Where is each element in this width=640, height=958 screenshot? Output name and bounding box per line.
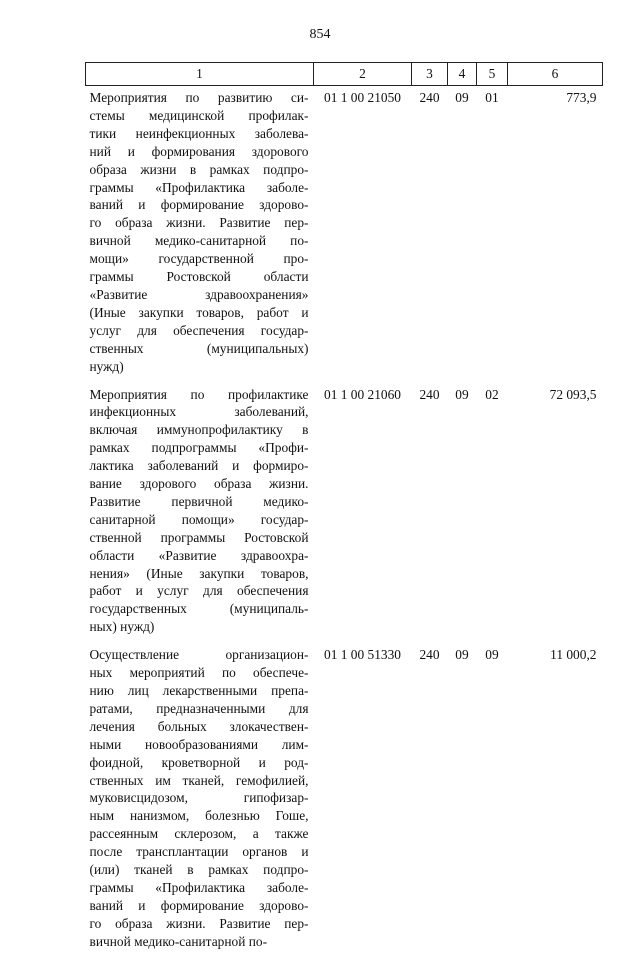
expense-type: 240 — [419, 386, 440, 402]
subsection-code: 02 — [485, 386, 499, 402]
description-line: после трансплантации органов и — [89, 844, 309, 860]
description-line: го образа жизни. Развитие пер- — [89, 215, 309, 231]
table-row — [86, 383, 603, 644]
amount-value: 773,9 — [566, 90, 597, 105]
table-body — [86, 86, 603, 958]
description-line: мощи» государственной про- — [89, 251, 309, 267]
description-line: лактика заболеваний и формиро- — [89, 458, 309, 474]
column-header: 1 — [86, 63, 314, 86]
section-code: 09 — [455, 386, 469, 402]
column-header: 6 — [508, 63, 603, 86]
description-line: ственных (муниципальных) — [89, 340, 309, 356]
budget-table — [85, 62, 603, 958]
target-article-code: 01 1 00 51330 — [324, 647, 401, 663]
description-line: образа жизни в рамках подпро- — [89, 161, 309, 177]
description-line: рамках подпрограммы «Профи- — [89, 440, 309, 456]
table-header-row — [86, 63, 603, 86]
target-article-code: 01 1 00 21050 — [324, 90, 401, 105]
description-line: Мероприятия по профилактике — [89, 386, 309, 402]
description-line: включая иммунопрофилактику в — [89, 422, 309, 438]
column-header: 5 — [477, 63, 508, 86]
amount-value: 72 093,5 — [549, 386, 597, 402]
description-line: нужд) — [89, 358, 124, 374]
description-line: работ и услуг для обеспечения — [89, 583, 309, 599]
description-line: ных мероприятий по обеспече- — [89, 665, 309, 681]
description-line: стемы медицинской профилак- — [89, 107, 309, 123]
description-line: лечения больных злокачествен- — [89, 718, 309, 734]
description-line: Развитие первичной медико- — [89, 493, 309, 509]
description-line: фоидной, кроветворной и род- — [89, 754, 309, 770]
page-number: 854 — [309, 27, 331, 42]
description-line: ным нанизмом, болезнью Гоше, — [89, 808, 309, 824]
description-line: ваний и формирование здорово- — [89, 897, 309, 913]
expense-type: 240 — [419, 90, 440, 105]
description-line: «Развитие здравоохранения» — [89, 286, 309, 302]
description-line: Осуществление организацион- — [89, 647, 309, 663]
description-line: нию лиц лекарственными препа- — [89, 683, 309, 698]
description-line: граммы Ростовской области — [89, 269, 309, 285]
description-line: го образа жизни. Развитие пер- — [89, 915, 309, 931]
column-header: 4 — [448, 63, 477, 86]
description-line: услуг для обеспечения государ- — [89, 322, 309, 338]
subsection-code: 09 — [485, 647, 499, 663]
description-line: муковисцидозом, гипофизар- — [89, 790, 309, 806]
row-description — [86, 383, 314, 644]
description-line: (или) тканей в рамках подпро- — [89, 862, 309, 878]
description-line: нения» (Иные закупки товаров, — [89, 565, 309, 581]
section-code: 09 — [455, 647, 469, 663]
description-line: тики неинфекционных заболева- — [89, 125, 309, 141]
description-line: ных) нужд) — [89, 619, 155, 635]
row-description — [86, 643, 314, 957]
description-line: Мероприятия по развитию си- — [89, 90, 309, 105]
description-line: государственных (муниципаль- — [89, 601, 309, 617]
table-row — [86, 643, 603, 957]
column-header: 2 — [314, 63, 412, 86]
description-line: ратами, предназначенными для — [89, 700, 309, 716]
description-line: санитарной помощи» государ- — [89, 511, 309, 527]
target-article-code: 01 1 00 21060 — [324, 386, 401, 402]
description-line: вичной медико-санитарной по- — [89, 233, 309, 249]
row-description — [86, 86, 314, 383]
description-line: (Иные закупки товаров, работ и — [89, 304, 309, 320]
description-line: ний и формирования здорового — [89, 143, 309, 159]
description-line: ственных им тканей, гемофилией, — [89, 772, 309, 788]
subsection-code: 01 — [485, 90, 499, 105]
section-code: 09 — [455, 90, 469, 105]
description-line: ными новообразованиями лим- — [89, 736, 309, 752]
description-line: ваний и формирование здорово- — [89, 197, 309, 213]
description-line: граммы «Профилактика заболе- — [89, 179, 309, 195]
expense-type: 240 — [419, 647, 440, 663]
description-line: области «Развитие здравоохра- — [89, 547, 309, 563]
description-line: вание здорового образа жизни. — [89, 476, 309, 492]
description-line: ственной программы Ростовской — [89, 529, 309, 545]
amount-value: 11 000,2 — [550, 647, 597, 663]
description-line: вичной медико-санитарной по- — [89, 933, 268, 949]
description-line: инфекционных заболеваний, — [89, 404, 309, 420]
column-header: 3 — [412, 63, 448, 86]
description-line: рассеянным склерозом, а также — [89, 826, 309, 842]
description-line: граммы «Профилактика заболе- — [89, 879, 309, 895]
table-row — [86, 86, 603, 383]
